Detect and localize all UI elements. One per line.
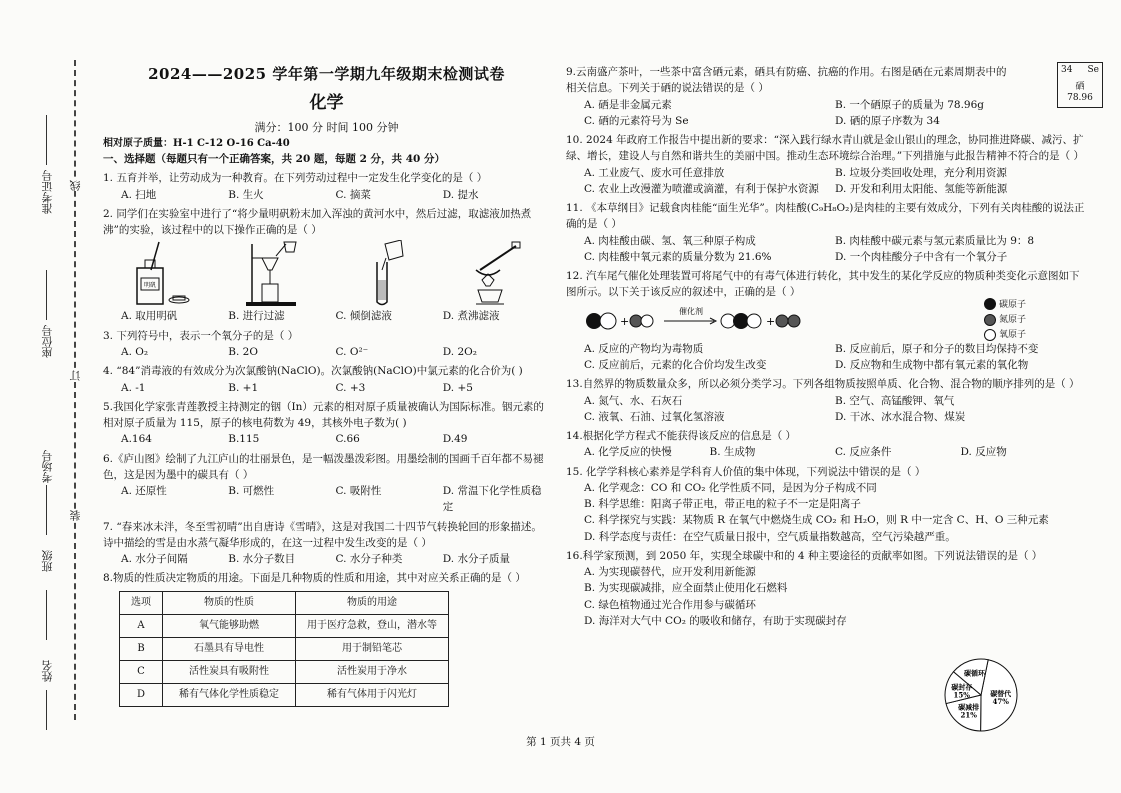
q4-options <box>103 380 550 396</box>
question-10: 10. 2024 年政府工作报告中提出新的要求：“深入践行绿水青山就是金山银山的理念，协同推进降碳、减污、扩绿、增长，建设人与自然和谐共生的美丽中国。推动生态环境综合治理。”下列措施与此报告精神不符合的是（ ） <box>566 134 1084 163</box>
option: C. 摘菜 <box>335 188 371 201</box>
binding-mark-zhuang: 装 <box>69 510 82 521</box>
exam-title: 2024——2025 学年第一学期九年级期末检测试卷 <box>148 65 505 83</box>
q2-figures <box>103 238 550 308</box>
svg-text:+: + <box>766 314 776 328</box>
name-label: 姓名 <box>41 660 54 682</box>
left-column <box>103 0 550 707</box>
table-row: A 氧气能够助燃 用于医疗急救，登山，潜水等 <box>120 614 449 637</box>
ticket-label: 准考证号 <box>41 170 54 214</box>
table-header-row <box>120 591 449 614</box>
question-4: 4. “84”消毒液的有效成分为次氯酸钠(NaClO)。次氯酸钠(NaClO)中氯元素的化合价为( ) <box>103 365 523 378</box>
option: C. 硒的元素符号为 Se <box>584 114 689 127</box>
q12-options <box>566 341 1086 374</box>
question-11: 11. 《本草纲目》记载食肉桂能“面生光华”。肉桂酸(C₉H₈O₂)是肉桂的主要有效成分，下列有关肉桂酸的说法正确的是（ ） <box>566 202 1085 231</box>
option: A. 化学反应的快慢 <box>584 446 672 459</box>
option: A. -1 <box>121 381 146 394</box>
pie-slice-value: 15% <box>953 690 970 700</box>
question-12: 12. 汽车尾气催化处理装置可将尾气中的有毒气体进行转化，其中发生的某化学反应的物质种类变化示意图如下图所示。以下关于该反应的叙述中，正确的是（ ） <box>566 270 1080 299</box>
q13-options <box>566 393 1086 426</box>
option: B. 肉桂酸中碳元素与氢元素质量比为 9：8 <box>835 234 1035 247</box>
option: A. 反应的产物均为毒物质 <box>584 342 704 355</box>
option: A. 肉桂酸由碳、氢、氧三种原子构成 <box>584 234 756 247</box>
option: B. 一个硒原子的质量为 78.96g <box>835 98 985 111</box>
option: D. 2O₂ <box>442 346 477 358</box>
pie-slice-label: 碳循环 <box>964 668 986 678</box>
q9-options <box>566 97 1086 130</box>
question-8: 8.物质的性质决定物质的用途。下面是几种物质的性质和用途，其中对应关系正确的是（ ） <box>103 572 526 585</box>
q16-options <box>566 564 1086 629</box>
carbon-neutral-pie-chart <box>941 655 1021 735</box>
option: D. 开发和利用太阳能、氢能等新能源 <box>835 182 1008 195</box>
option: A. 氮气、水、石灰石 <box>584 394 683 407</box>
option: B. 生成物 <box>709 446 756 459</box>
option: B. 可燃性 <box>228 485 275 498</box>
pie-slice-value: 47% <box>992 697 1009 707</box>
table-header: 物质的性质 <box>163 591 296 614</box>
option: A. 扫地 <box>121 188 157 201</box>
option: B. 水分子数目 <box>228 553 296 566</box>
q15-options <box>566 480 1086 545</box>
option: D. 反应物 <box>960 446 1007 459</box>
atomic-number: 34 <box>1061 65 1073 75</box>
evaporating-burner-icon <box>466 240 526 308</box>
q12-legend <box>984 298 1026 344</box>
test-tube-pour-icon <box>355 240 415 308</box>
question-15: 15. 化学学科核心素养是学科育人价值的集中体现，下列说法中错误的是（ ） <box>566 465 926 478</box>
option: D. 煮沸滤液 <box>442 310 500 323</box>
pie-slice-label: 碳封存 <box>951 682 973 692</box>
q14-options <box>566 444 1086 460</box>
table-row: C 活性炭具有吸附性 活性炭用于净水 <box>120 660 449 683</box>
option: D.49 <box>442 433 468 446</box>
option: B. 空气、高锰酸钾、氧气 <box>835 394 955 407</box>
legend-item: 氮原子 <box>984 313 1026 328</box>
q8-table <box>119 591 449 707</box>
option: C. +3 <box>335 381 366 394</box>
option: D. 海洋对大气中 CO₂ 的吸收和储存，有助于实现碳封存 <box>584 614 847 627</box>
option: C. 农业上改漫灌为喷灌或滴灌，有利于保护水资源 <box>584 182 819 195</box>
exam-meta: 满分：100 分 时间 100 分钟 <box>254 120 399 134</box>
q10-options <box>566 165 1086 198</box>
page-footer: 第 1 页共 4 页 <box>526 736 595 748</box>
option: A.164 <box>121 433 152 446</box>
question-13: 13.自然界的物质数量众多，所以必须分类学习。下列各组物质按照单质、化合物、混合物的顺序排列的是（ ） <box>566 378 1080 391</box>
q12-diagram <box>566 301 1086 341</box>
question-14: 14.根据化学方程式不能获得该反应的信息是（ ） <box>566 430 797 443</box>
atomic-mass: 相对原子质量：H-1 C-12 O-16 Ca-40 <box>103 137 290 149</box>
option: C. 绿色植物通过光合作用参与碳循环 <box>584 598 756 611</box>
q7-options <box>103 551 550 567</box>
option: D. 科学态度与责任：在空气质量日报中，空气质量指数越高，空气污染越严重。 <box>584 530 956 543</box>
q2-options <box>103 308 550 324</box>
option: C. 肉桂酸中氧元素的质量分数为 21.6% <box>584 250 772 263</box>
section-heading: 一、选择题（每题只有一个正确答案，共 20 题，每题 2 分，共 40 分） <box>103 153 445 166</box>
option: B. 进行过滤 <box>228 310 285 323</box>
option: D. 水分子质量 <box>442 553 510 566</box>
question-6: 6.《庐山图》绘制了九江庐山的壮丽景色，是一幅泼墨泼彩图。用墨绘制的国画千百年都不易褪色，这是因为墨中的碳具有（ ） <box>103 452 544 481</box>
option: C. 反应前后，元素的化合价均发生改变 <box>584 358 767 371</box>
option: D. 干冰、冰水混合物、煤炭 <box>835 410 966 423</box>
pie-slice-label: 碳替代 <box>990 689 1012 699</box>
option: C. 液氧、石油、过氧化氢溶液 <box>584 410 725 423</box>
question-7: 7. “春来冰未泮，冬至雪初晴”出自唐诗《雪晴》，这是对我国二十四节气转换轮回的形象描述。诗中描绘的雪是由水蒸气凝华形成的，在这一过程中发生改变的是（ ） <box>103 520 542 549</box>
option: B. 生火 <box>228 188 264 201</box>
binding-margin <box>0 0 85 793</box>
option: A. 化学观念：CO 和 CO₂ 化学性质不同，是因为分子构成不同 <box>584 481 877 494</box>
q1-options <box>103 187 550 203</box>
reaction-diagram <box>584 304 834 338</box>
question-9: 9.云南盛产茶叶，一些茶中富含硒元素，硒具有防癌、抗癌的作用。右图是硒在元素周期表中的相关信息。下列关于硒的说法错误的是（ ） <box>566 66 1007 95</box>
element-symbol: Se <box>1087 65 1099 75</box>
class-label: 班级 <box>41 550 54 572</box>
right-column <box>566 64 1086 629</box>
binding-mark-line: 线 <box>69 180 82 191</box>
q5-options <box>103 431 550 447</box>
option: D. 提水 <box>442 188 479 201</box>
option: C. 倾倒滤液 <box>335 310 392 323</box>
subject-title: 化学 <box>309 93 344 114</box>
binding-line <box>74 60 76 720</box>
question-5: 5.我国化学家张青莲教授主持测定的铟（In）元素的相对原子质量被确认为国际标准。铟元素的相对原子质量为 115，原子的核电荷数为 49，其核外电子数为( ) <box>103 400 544 430</box>
option: D. +5 <box>442 381 473 394</box>
question-2: 2. 同学们在实验室中进行了“将少量明矾粉末加入浑浊的黄河水中，然后过滤，取滤液加热煮沸”的实验，该过程中的以下操作正确的是（ ） <box>103 207 532 237</box>
question-3: 3. 下列符号中，表示一个氧分子的是（ ） <box>103 329 299 342</box>
option: C. 科学探究与实践：某物质 R 在氧气中燃烧生成 CO₂ 和 H₂O，则 R 中一定含 C、H、O 三种元素 <box>584 514 1049 527</box>
option: D. 硒的原子序数为 34 <box>835 114 940 127</box>
table-header: 选项 <box>120 591 163 614</box>
option: C.66 <box>335 433 360 446</box>
option: A. O₂ <box>121 346 149 358</box>
legend-item: 碳原子 <box>984 298 1026 313</box>
question-16: 16.科学家预测，到 2050 年，实现全球碳中和的 4 种主要途径的贡献率如图。下列说法错误的是（ ） <box>566 549 1043 562</box>
filter-stand-icon <box>244 240 304 308</box>
option: C. O²⁻ <box>335 346 369 358</box>
q6-options <box>103 483 550 516</box>
option: B. 垃圾分类回收处理，充分利用资源 <box>835 166 1007 179</box>
option: D. 一个肉桂酸分子中含有一个氧分子 <box>835 250 1008 263</box>
option: B.115 <box>228 433 260 446</box>
table-row: D 稀有气体化学性质稳定 稀有气体用于闪光灯 <box>120 683 449 706</box>
figure-d <box>450 240 542 308</box>
option: B. 为实现碳减排，应全面禁止使用化石燃料 <box>584 582 788 595</box>
figure-c <box>339 240 431 308</box>
option: D. 常温下化学性质稳定 <box>442 485 542 514</box>
element-name: 硒 <box>1075 82 1085 92</box>
option: A. 工业废气、废水可任意排放 <box>584 166 725 179</box>
room-label: 考场号 <box>41 450 54 483</box>
option: D. 反应物和生成物中都有氧元素的氧化物 <box>835 358 1029 371</box>
option: C. 反应条件 <box>835 446 892 459</box>
option: B. 2O <box>228 346 258 358</box>
svg-text:催化剂: 催化剂 <box>679 306 703 316</box>
option: A. 水分子间隔 <box>121 553 188 566</box>
figure-a <box>117 240 209 308</box>
option: B. 反应前后，原子和分子的数目均保持不变 <box>835 342 1039 355</box>
q11-options <box>566 233 1086 266</box>
option: B. +1 <box>228 381 259 394</box>
option: A. 为实现碳替代，应开发利用新能源 <box>584 566 756 579</box>
periodic-table-cell <box>1057 62 1103 108</box>
seat-label: 座位号 <box>41 325 54 358</box>
option: C. 水分子种类 <box>335 553 403 566</box>
option: A. 还原性 <box>121 485 167 498</box>
option: A. 硒是非金属元素 <box>584 98 672 111</box>
atomic-mass-value: 78.96 <box>1067 93 1093 103</box>
option: B. 科学思维：阳离子带正电，带正电的粒子不一定是阳离子 <box>584 498 861 511</box>
figure-b <box>228 240 320 308</box>
option: C. 吸附性 <box>335 485 382 498</box>
svg-text:+: + <box>620 314 630 328</box>
svg-text:明矾: 明矾 <box>143 282 157 290</box>
option: A. 取用明矾 <box>121 310 178 323</box>
legend-item: 氧原子 <box>984 328 1026 343</box>
table-row: B 石墨具有导电性 用于制铅笔芯 <box>120 637 449 660</box>
alum-jar-icon <box>133 240 193 308</box>
q3-options <box>103 344 550 360</box>
table-header: 物质的用途 <box>296 591 449 614</box>
pie-slice-value: 21% <box>960 710 977 720</box>
pie-slice-label: 碳减排 <box>958 702 980 712</box>
question-1: 1. 五育并举，让劳动成为一种教育。在下列劳动过程中一定发生化学变化的是（ ） <box>103 172 488 185</box>
binding-mark-ding: 订 <box>69 370 82 381</box>
